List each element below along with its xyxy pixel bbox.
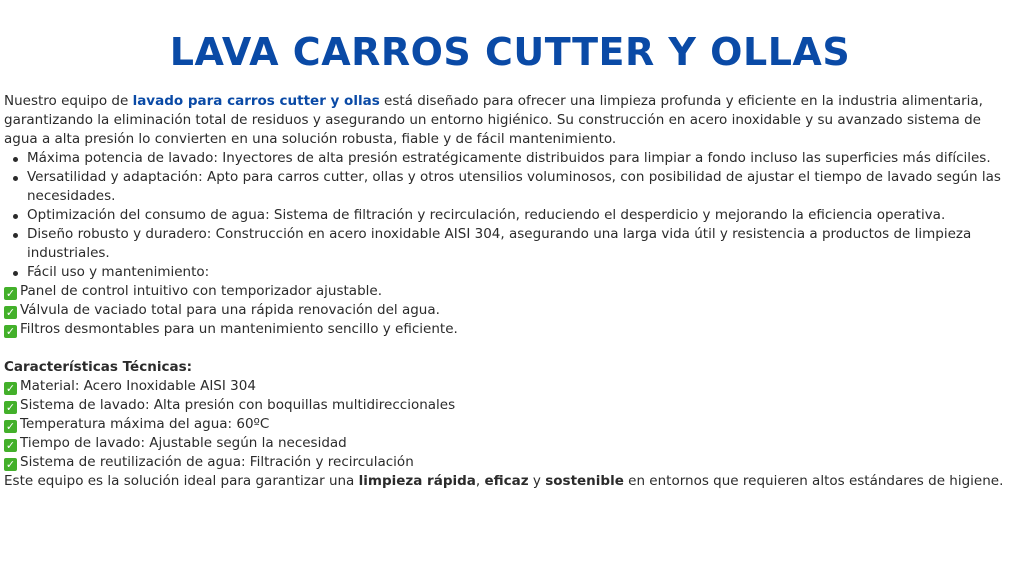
- list-item: Máxima potencia de lavado: Inyectores de alta presión estratégicamente distribuidos para limpiar a fondo incluso las superficies más difíciles.: [27, 149, 1016, 168]
- check-line: [4, 282, 1016, 301]
- check-mark-icon: ✓: [5, 325, 16, 338]
- closing-text: y: [528, 473, 546, 489]
- closing-bold: limpieza rápida: [358, 473, 476, 489]
- closing-paragraph: [4, 472, 1016, 491]
- check-text: Válvula de vaciado total para una rápida renovación del agua.: [20, 302, 440, 318]
- check-mark-icon: ✓: [5, 458, 16, 471]
- features-list: [4, 149, 1016, 282]
- intro-text-before: Nuestro equipo de: [4, 93, 133, 109]
- check-mark-icon: ✓: [5, 382, 16, 395]
- maintenance-checklist: [4, 282, 1016, 339]
- check-text: Material: Acero Inoxidable AISI 304: [20, 378, 256, 394]
- list-item: Fácil uso y mantenimiento:: [27, 263, 1016, 282]
- check-line: [4, 396, 1016, 415]
- check-text: Tiempo de lavado: Ajustable según la necesidad: [20, 435, 347, 451]
- list-item: Optimización del consumo de agua: Sistema de filtración y recirculación, reduciendo el desperdicio y mejorando la eficiencia operativa.: [27, 206, 1016, 225]
- specs-heading: Características Técnicas:: [4, 359, 193, 375]
- check-line: [4, 301, 1016, 320]
- check-line: [4, 320, 1016, 339]
- closing-text: en entornos que requieren altos estándares de higiene.: [623, 473, 1004, 489]
- check-mark-icon: ✓: [5, 287, 16, 300]
- check-text: Temperatura máxima del agua: 60ºC: [20, 416, 270, 432]
- intro-paragraph: [4, 92, 1016, 149]
- blank-line: [4, 339, 1016, 358]
- list-item: Diseño robusto y duradero: Construcción en acero inoxidable AISI 304, asegurando una larga vida útil y resistencia a productos de limpieza industriales.: [27, 225, 1016, 263]
- check-line: [4, 453, 1016, 472]
- check-line: [4, 415, 1016, 434]
- check-text: Panel de control intuitivo con temporizador ajustable.: [20, 283, 382, 299]
- page-title: LAVA CARROS CUTTER Y OLLAS: [169, 30, 851, 74]
- closing-bold: sostenible: [545, 473, 624, 489]
- check-line: [4, 434, 1016, 453]
- check-mark-icon: ✓: [5, 420, 16, 433]
- list-item: Versatilidad y adaptación: Apto para carros cutter, ollas y otros utensilios voluminosos, con posibilidad de ajustar el tiempo de lavado según las necesidades.: [27, 168, 1016, 206]
- intro-link[interactable]: lavado para carros cutter y ollas: [132, 93, 380, 109]
- check-line: [4, 377, 1016, 396]
- check-mark-icon: ✓: [5, 401, 16, 414]
- specs-checklist: [4, 377, 1016, 472]
- check-text: Sistema de lavado: Alta presión con boquillas multidireccionales: [20, 397, 456, 413]
- check-text: Sistema de reutilización de agua: Filtración y recirculación: [20, 454, 414, 470]
- closing-text: Este equipo es la solución ideal para garantizar una: [4, 473, 359, 489]
- closing-bold: eficaz: [484, 473, 529, 489]
- check-mark-icon: ✓: [5, 439, 16, 452]
- closing-text: ,: [475, 473, 485, 489]
- check-text: Filtros desmontables para un mantenimiento sencillo y eficiente.: [20, 321, 458, 337]
- check-mark-icon: ✓: [5, 306, 16, 319]
- intro-text-after: está diseñado para ofrecer una limpieza profunda y eficiente en la industria alimentaria, garantizando la eliminación total de residuos y asegurando un entorno higiénico. Su construcción en acero inoxidable y su avanzado sistema de agua a alta presión lo convierten en una solución robusta, fiable y de fácil mantenimiento.: [4, 93, 983, 147]
